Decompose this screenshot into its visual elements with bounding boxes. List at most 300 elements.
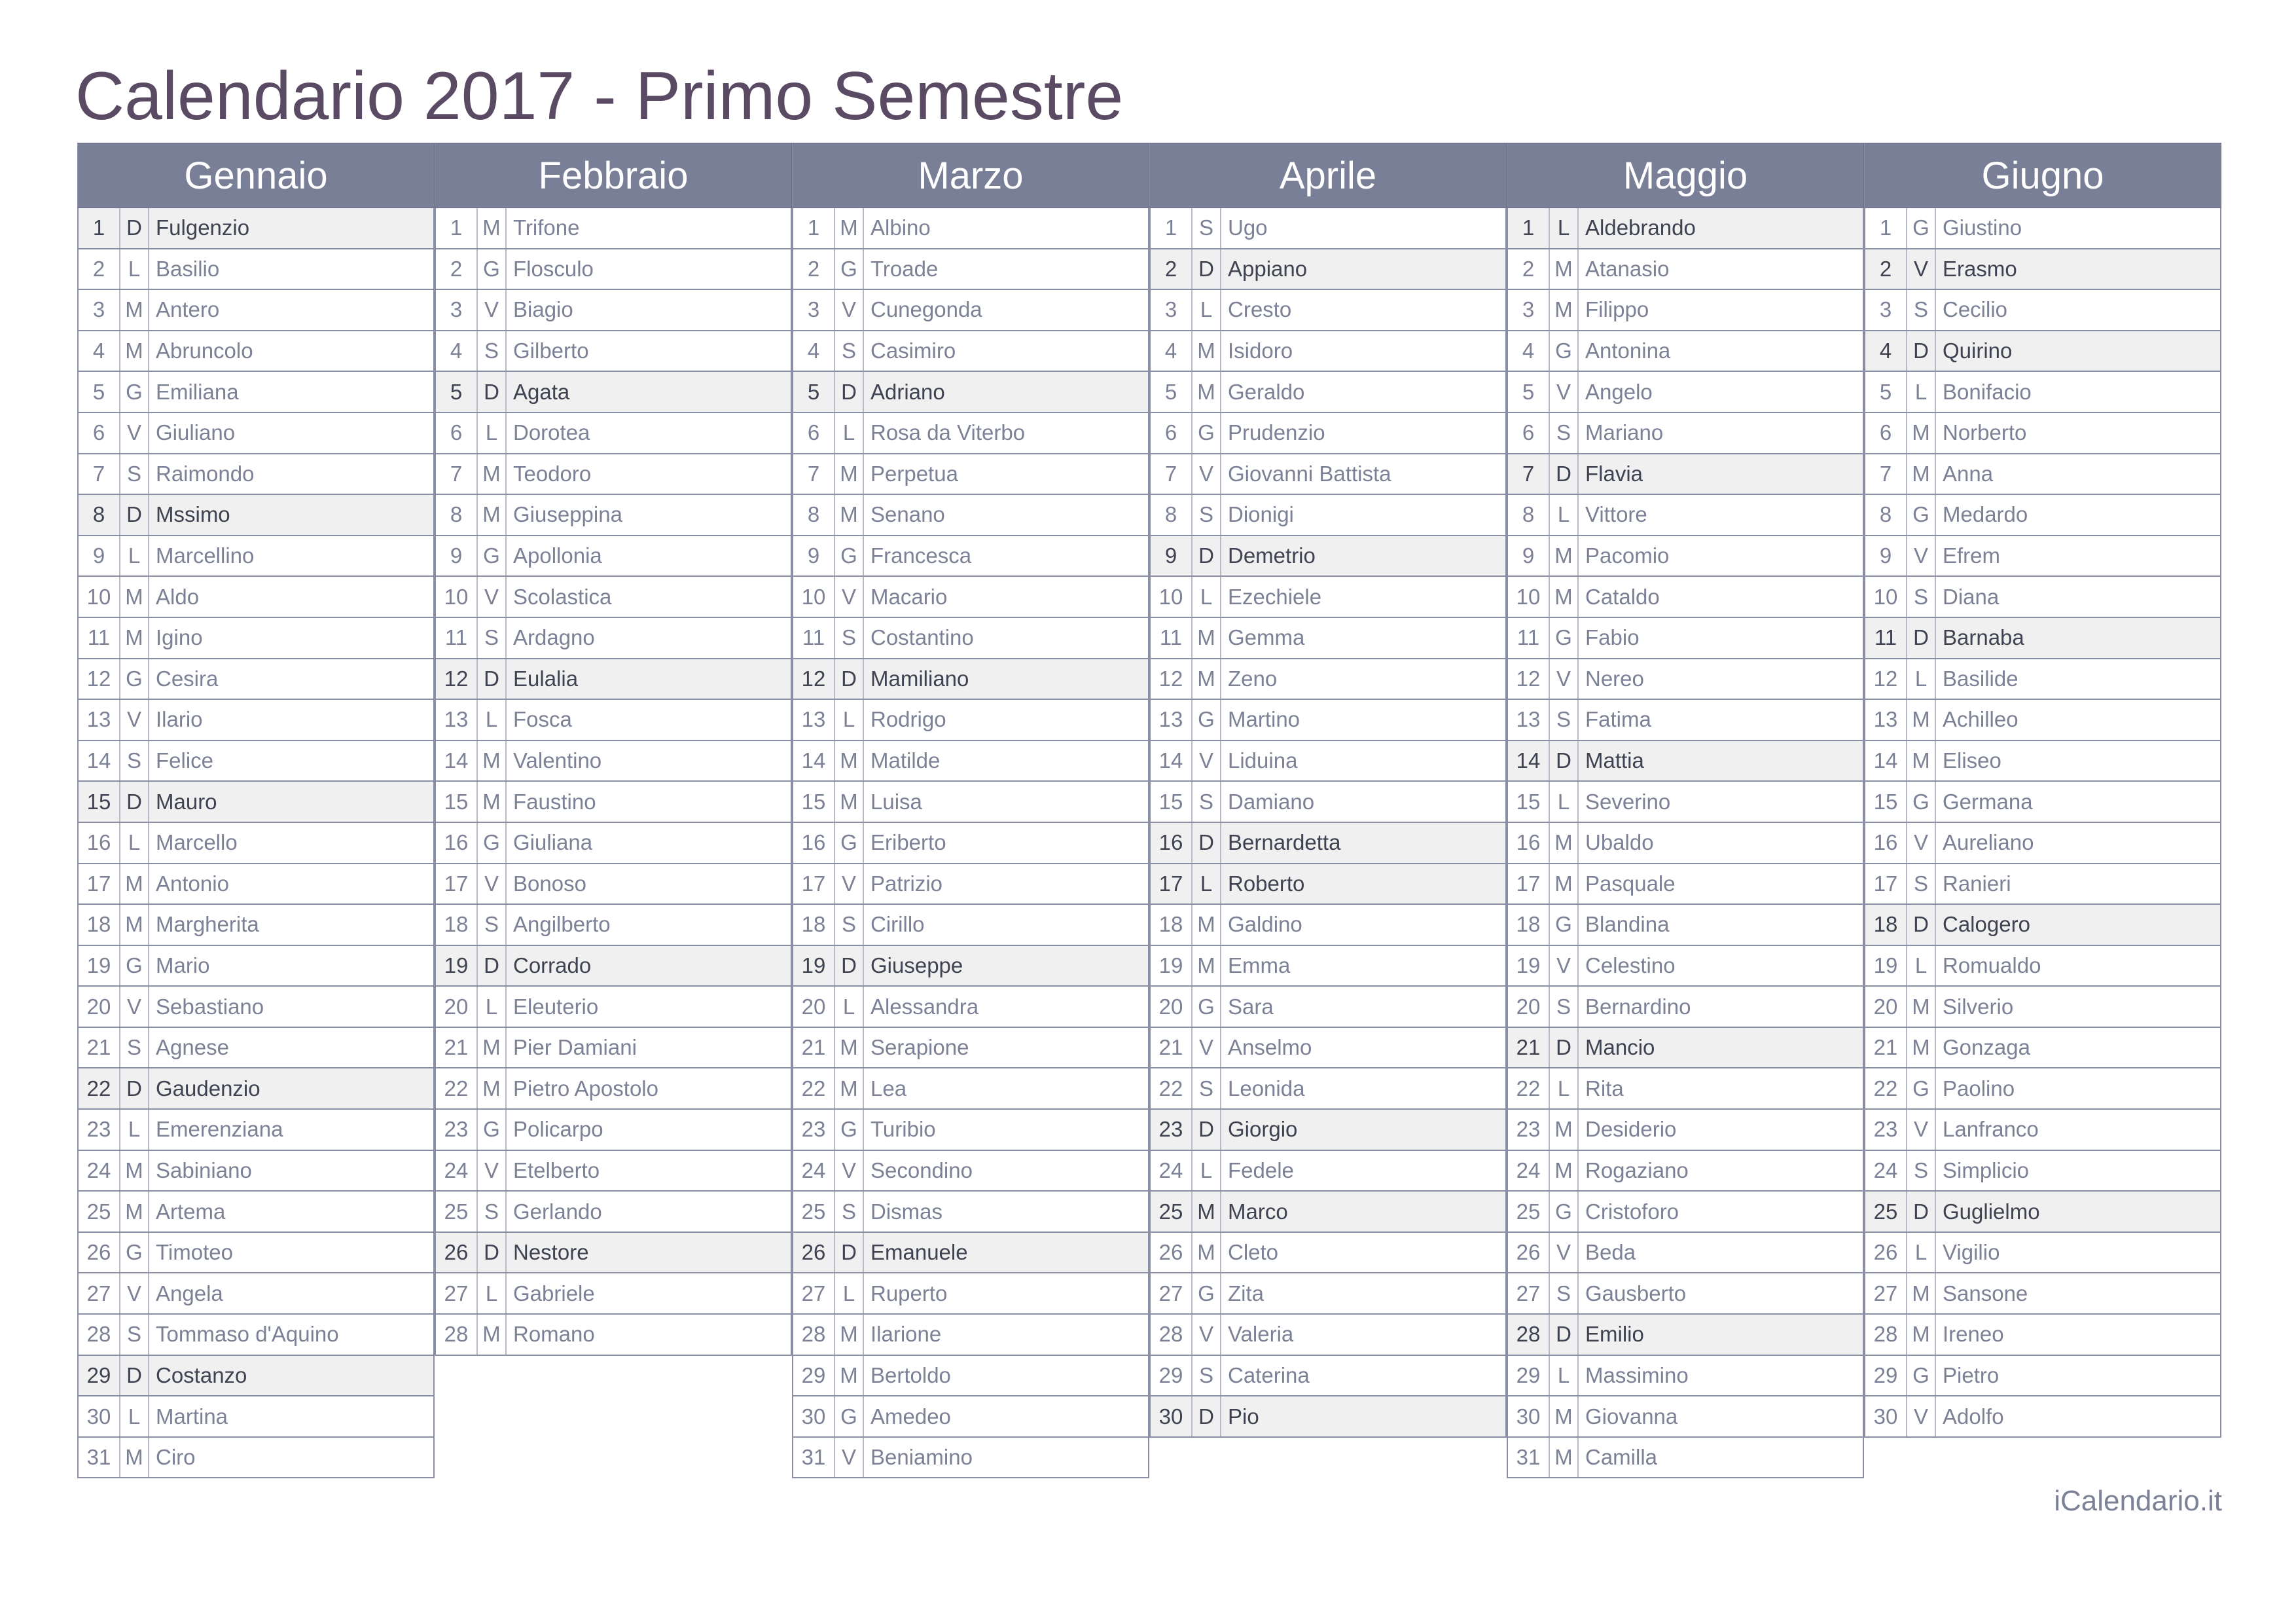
day-number: 6: [436, 413, 478, 453]
day-row: [1508, 1356, 1863, 1397]
day-row: [1508, 249, 1863, 291]
day-row: [1151, 864, 1505, 905]
day-row: [1865, 454, 2220, 496]
saint-name: Dorotea: [513, 420, 590, 445]
weekday-letter: L: [1193, 864, 1221, 904]
day-number: 14: [1508, 741, 1550, 781]
day-row: [793, 290, 1148, 331]
weekday-letter: M: [1550, 1438, 1579, 1478]
saint-name: Teodoro: [513, 461, 592, 486]
day-row: [793, 577, 1148, 618]
weekday-letter: V: [1907, 823, 1936, 863]
day-number: 28: [1508, 1315, 1550, 1355]
weekday-letter: V: [1550, 372, 1579, 412]
day-number: 21: [1508, 1028, 1550, 1068]
day-row: [1508, 536, 1863, 577]
day-number: 30: [793, 1396, 835, 1436]
weekday-letter: V: [1193, 741, 1221, 781]
weekday-letter: G: [835, 536, 864, 576]
weekday-letter: M: [478, 495, 507, 535]
day-row: [436, 618, 791, 659]
saint-name: Severino: [1585, 789, 1671, 814]
day-row: [1508, 700, 1863, 741]
saint-name: Antonina: [1585, 338, 1671, 363]
day-row: [793, 1273, 1148, 1315]
day-row: [1151, 823, 1505, 864]
saint-name: Amedeo: [870, 1404, 951, 1429]
saint-name: Eleuterio: [513, 994, 599, 1019]
day-number: 1: [1151, 208, 1193, 248]
day-row: [793, 987, 1148, 1028]
day-number: 15: [1508, 782, 1550, 822]
saint-name: Giuliano: [156, 420, 236, 445]
day-number: 12: [1508, 659, 1550, 699]
saint-name: Biagio: [513, 297, 573, 322]
saint-name: Artema: [156, 1199, 226, 1224]
weekday-letter: M: [1193, 1233, 1221, 1273]
saint-name: Ireneo: [1943, 1322, 2004, 1347]
day-number: 16: [1151, 823, 1193, 863]
saint-name: Pasquale: [1585, 871, 1676, 896]
day-row: [1151, 659, 1505, 701]
day-number: 16: [793, 823, 835, 863]
day-number: 1: [793, 208, 835, 248]
day-row: [1865, 782, 2220, 823]
day-row: [793, 864, 1148, 905]
weekday-letter: G: [1193, 1273, 1221, 1313]
day-row: [79, 290, 433, 331]
saint-name: Cleto: [1228, 1240, 1279, 1265]
day-row: [79, 659, 433, 701]
day-row: [1508, 413, 1863, 454]
day-number: 2: [436, 249, 478, 289]
saint-name: Giovanna: [1585, 1404, 1678, 1429]
saint-name: Eulalia: [513, 666, 579, 691]
day-number: 9: [793, 536, 835, 576]
saint-name: Senano: [870, 502, 945, 527]
weekday-letter: M: [478, 741, 507, 781]
day-row: [436, 577, 791, 618]
saint-name: Prudenzio: [1228, 420, 1325, 445]
day-row: [79, 249, 433, 291]
saint-name: Fatima: [1585, 707, 1651, 732]
page-title: Calendario 2017 - Primo Semestre: [75, 58, 1124, 134]
saint-name: Nereo: [1585, 666, 1644, 691]
saint-name: Abruncolo: [156, 338, 253, 363]
saint-name: Cesira: [156, 666, 219, 691]
weekday-letter: L: [1907, 1233, 1936, 1273]
day-row: [1151, 495, 1505, 536]
day-number: 14: [436, 741, 478, 781]
day-number: 19: [436, 946, 478, 986]
day-number: 21: [436, 1028, 478, 1068]
day-number: 30: [1865, 1396, 1907, 1436]
saint-name: Norberto: [1943, 420, 2027, 445]
weekday-letter: G: [1193, 700, 1221, 740]
day-number: 13: [793, 700, 835, 740]
saint-name: Perpetua: [870, 461, 958, 486]
weekday-letter: M: [1907, 741, 1936, 781]
day-number: 17: [436, 864, 478, 904]
day-row: [1865, 1396, 2220, 1438]
weekday-letter: M: [120, 331, 149, 371]
weekday-letter: M: [1550, 577, 1579, 617]
day-row: [1508, 290, 1863, 331]
weekday-letter: G: [835, 823, 864, 863]
weekday-letter: G: [478, 823, 507, 863]
weekday-letter: G: [120, 659, 149, 699]
weekday-letter: L: [478, 987, 507, 1027]
weekday-letter: G: [1907, 495, 1936, 535]
saint-name: Ruperto: [870, 1281, 948, 1305]
weekday-letter: L: [478, 1273, 507, 1313]
saint-name: Serapione: [870, 1035, 969, 1060]
weekday-letter: V: [1550, 1233, 1579, 1273]
saint-name: Simplicio: [1943, 1158, 2030, 1182]
day-number: 9: [79, 536, 120, 576]
day-number: 20: [1151, 987, 1193, 1027]
saint-name: Guglielmo: [1943, 1199, 2040, 1224]
saint-name: Zeno: [1228, 666, 1278, 691]
saint-name: Etelberto: [513, 1158, 600, 1182]
day-number: 4: [1865, 331, 1907, 371]
weekday-letter: M: [1550, 864, 1579, 904]
saint-name: Appiano: [1228, 256, 1308, 281]
day-number: 15: [1865, 782, 1907, 822]
saint-name: Sebastiano: [156, 994, 264, 1019]
weekday-letter: M: [835, 454, 864, 494]
weekday-letter: D: [120, 1068, 149, 1108]
saint-name: Achilleo: [1943, 707, 2018, 732]
day-row: [793, 1028, 1148, 1069]
weekday-letter: M: [1907, 700, 1936, 740]
day-number: 28: [436, 1315, 478, 1355]
weekday-letter: D: [1550, 1315, 1579, 1355]
weekday-letter: S: [1550, 700, 1579, 740]
day-number: 24: [1151, 1151, 1193, 1191]
saint-name: Camilla: [1585, 1445, 1658, 1470]
weekday-letter: L: [835, 700, 864, 740]
day-row: [1865, 1315, 2220, 1356]
saint-name: Raimondo: [156, 461, 255, 486]
saint-name: Diana: [1943, 584, 2000, 609]
day-number: 8: [436, 495, 478, 535]
weekday-letter: D: [478, 659, 507, 699]
weekday-letter: D: [1193, 823, 1221, 863]
day-number: 16: [436, 823, 478, 863]
day-number: 26: [436, 1233, 478, 1273]
day-row: [1865, 331, 2220, 373]
saint-name: Marco: [1228, 1199, 1288, 1224]
saint-name: Angilberto: [513, 912, 611, 937]
day-number: 5: [1508, 372, 1550, 412]
weekday-letter: S: [1193, 1068, 1221, 1108]
day-number: 26: [1508, 1233, 1550, 1273]
day-number: 27: [1151, 1273, 1193, 1313]
day-number: 3: [1865, 290, 1907, 330]
saint-name: Aldebrando: [1585, 215, 1696, 240]
weekday-letter: L: [835, 1273, 864, 1313]
day-number: 22: [436, 1068, 478, 1108]
day-number: 7: [1865, 454, 1907, 494]
saint-name: Ezechiele: [1228, 584, 1322, 609]
weekday-letter: L: [120, 823, 149, 863]
day-row: [1865, 1028, 2220, 1069]
saint-name: Aldo: [156, 584, 200, 609]
saint-name: Lea: [870, 1076, 907, 1101]
day-row: [79, 1233, 433, 1274]
day-number: 9: [436, 536, 478, 576]
day-row: [793, 700, 1148, 741]
weekday-letter: M: [835, 1068, 864, 1108]
day-number: 25: [1865, 1192, 1907, 1231]
day-row: [793, 1396, 1148, 1438]
weekday-letter: L: [1907, 372, 1936, 412]
day-number: 22: [793, 1068, 835, 1108]
weekday-letter: M: [1193, 331, 1221, 371]
day-number: 24: [79, 1151, 120, 1191]
day-row: [1865, 208, 2220, 249]
month-header: Aprile: [1149, 143, 1507, 208]
weekday-letter: M: [120, 1151, 149, 1191]
day-number: 1: [436, 208, 478, 248]
day-row: [79, 618, 433, 659]
day-number: 29: [1508, 1356, 1550, 1396]
weekday-letter: L: [120, 1110, 149, 1150]
day-row: [79, 1356, 433, 1397]
saint-name: Flosculo: [513, 256, 594, 281]
saint-name: Geraldo: [1228, 379, 1305, 404]
day-row: [436, 290, 791, 331]
weekday-letter: M: [1550, 290, 1579, 330]
saint-name: Turibio: [870, 1117, 936, 1142]
saint-name: Damiano: [1228, 789, 1315, 814]
saint-name: Dionigi: [1228, 502, 1294, 527]
weekday-letter: D: [1907, 905, 1936, 945]
weekday-letter: D: [1193, 1396, 1221, 1436]
day-row: [79, 741, 433, 782]
saint-name: Filippo: [1585, 297, 1649, 322]
day-number: 23: [436, 1110, 478, 1150]
day-number: 7: [1151, 454, 1193, 494]
day-number: 7: [1508, 454, 1550, 494]
weekday-letter: M: [120, 1192, 149, 1231]
day-row: [1865, 700, 2220, 741]
saint-name: Cresto: [1228, 297, 1292, 322]
weekday-letter: G: [120, 1233, 149, 1273]
saint-name: Cirillo: [870, 912, 925, 937]
day-row: [1508, 1438, 1863, 1479]
day-number: 13: [1151, 700, 1193, 740]
saint-name: Troade: [870, 256, 939, 281]
weekday-letter: M: [1907, 1315, 1936, 1355]
saint-name: Atanasio: [1585, 256, 1670, 281]
saint-name: Pietro Apostolo: [513, 1076, 658, 1101]
day-row: [1151, 905, 1505, 946]
weekday-letter: S: [120, 1315, 149, 1355]
day-row: [1865, 1151, 2220, 1192]
weekday-letter: M: [1550, 1151, 1579, 1191]
day-number: 17: [79, 864, 120, 904]
day-number: 24: [793, 1151, 835, 1191]
day-row: [79, 1068, 433, 1110]
saint-name: Gemma: [1228, 625, 1305, 650]
day-number: 11: [436, 618, 478, 658]
saint-name: Marcellino: [156, 543, 255, 568]
weekday-letter: L: [1193, 290, 1221, 330]
day-row: [1508, 372, 1863, 413]
saint-name: Sara: [1228, 994, 1274, 1019]
saint-name: Valentino: [513, 748, 602, 773]
day-number: 16: [1508, 823, 1550, 863]
day-number: 28: [793, 1315, 835, 1355]
saint-name: Zita: [1228, 1281, 1265, 1305]
day-number: 14: [793, 741, 835, 781]
day-number: 26: [79, 1233, 120, 1273]
saint-name: Quirino: [1943, 338, 2013, 363]
saint-name: Fedele: [1228, 1158, 1294, 1182]
day-row: [1508, 905, 1863, 946]
saint-name: Pio: [1228, 1404, 1259, 1429]
weekday-letter: L: [1550, 495, 1579, 535]
day-row: [1151, 208, 1505, 249]
day-row: [1151, 1396, 1505, 1438]
saint-name: Erasmo: [1943, 256, 2017, 281]
day-number: 9: [1865, 536, 1907, 576]
saint-name: Cunegonda: [870, 297, 982, 322]
day-row: [1508, 823, 1863, 864]
day-row: [1151, 372, 1505, 413]
day-number: 27: [1865, 1273, 1907, 1313]
day-row: [793, 741, 1148, 782]
weekday-letter: V: [835, 1151, 864, 1191]
day-row: [793, 1233, 1148, 1274]
saint-name: Emanuele: [870, 1240, 968, 1265]
weekday-letter: D: [478, 946, 507, 986]
weekday-letter: V: [1907, 536, 1936, 576]
saint-name: Eliseo: [1943, 748, 2001, 773]
day-row: [1865, 1068, 2220, 1110]
day-row: [436, 536, 791, 577]
saint-name: Macario: [870, 584, 948, 609]
day-number: 2: [79, 249, 120, 289]
day-row: [1508, 208, 1863, 249]
day-row: [793, 1192, 1148, 1233]
weekday-letter: V: [835, 1438, 864, 1478]
month-column-gennaio: [77, 143, 435, 1478]
day-row: [436, 905, 791, 946]
weekday-letter: V: [478, 290, 507, 330]
saint-name: Margherita: [156, 912, 259, 937]
weekday-letter: G: [1550, 331, 1579, 371]
saint-name: Dismas: [870, 1199, 943, 1224]
day-number: 15: [79, 782, 120, 822]
weekday-letter: D: [835, 946, 864, 986]
day-row: [793, 331, 1148, 373]
saint-name: Eriberto: [870, 830, 946, 855]
saint-name: Matilde: [870, 748, 941, 773]
weekday-letter: S: [120, 454, 149, 494]
weekday-letter: L: [120, 1396, 149, 1436]
weekday-letter: V: [1550, 659, 1579, 699]
saint-name: Giustino: [1943, 215, 2022, 240]
weekday-letter: D: [835, 1233, 864, 1273]
day-number: 25: [79, 1192, 120, 1231]
saint-name: Giorgio: [1228, 1117, 1298, 1142]
saint-name: Roberto: [1228, 871, 1305, 896]
saint-name: Lanfranco: [1943, 1117, 2039, 1142]
weekday-letter: M: [1193, 372, 1221, 412]
weekday-letter: S: [835, 331, 864, 371]
saint-name: Rogaziano: [1585, 1158, 1689, 1182]
saint-name: Timoteo: [156, 1240, 233, 1265]
weekday-letter: V: [1193, 1028, 1221, 1068]
saint-name: Fulgenzio: [156, 215, 250, 240]
day-number: 19: [79, 946, 120, 986]
saint-name: Romualdo: [1943, 953, 2041, 977]
day-row: [793, 946, 1148, 987]
day-list: [1149, 208, 1507, 1438]
saint-name: Pietro: [1943, 1362, 2000, 1387]
weekday-letter: L: [1907, 946, 1936, 986]
weekday-letter: V: [1907, 1110, 1936, 1150]
day-number: 10: [793, 577, 835, 617]
saint-name: Martino: [1228, 707, 1300, 732]
day-row: [1508, 1396, 1863, 1438]
day-number: 20: [793, 987, 835, 1027]
day-row: [1865, 864, 2220, 905]
day-row: [436, 249, 791, 291]
weekday-letter: G: [1907, 782, 1936, 822]
day-number: 6: [1151, 413, 1193, 453]
day-row: [79, 1438, 433, 1479]
day-row: [1151, 1315, 1505, 1356]
weekday-letter: M: [1193, 618, 1221, 658]
weekday-letter: M: [1193, 659, 1221, 699]
saint-name: Ugo: [1228, 215, 1268, 240]
saint-name: Paolino: [1943, 1076, 2015, 1101]
day-row: [436, 823, 791, 864]
day-number: 17: [1151, 864, 1193, 904]
day-row: [436, 1233, 791, 1274]
saint-name: Giuliana: [513, 830, 593, 855]
day-number: 10: [1865, 577, 1907, 617]
day-row: [1865, 1273, 2220, 1315]
day-row: [1508, 1273, 1863, 1315]
day-row: [1508, 1151, 1863, 1192]
day-row: [1508, 1315, 1863, 1356]
weekday-letter: M: [120, 290, 149, 330]
weekday-letter: G: [1907, 1068, 1936, 1108]
day-row: [793, 823, 1148, 864]
day-row: [1151, 987, 1505, 1028]
month-header: Maggio: [1507, 143, 1864, 208]
month-column-febbraio: [435, 143, 792, 1356]
month-header: Febbraio: [435, 143, 792, 208]
day-row: [1865, 1356, 2220, 1397]
weekday-letter: G: [1550, 1192, 1579, 1231]
day-number: 12: [436, 659, 478, 699]
saint-name: Alessandra: [870, 994, 979, 1019]
saint-name: Ranieri: [1943, 871, 2011, 896]
day-row: [436, 1110, 791, 1151]
weekday-letter: G: [478, 1110, 507, 1150]
day-number: 20: [79, 987, 120, 1027]
weekday-letter: S: [1907, 290, 1936, 330]
month-column-aprile: [1149, 143, 1507, 1438]
day-number: 9: [1508, 536, 1550, 576]
day-row: [1151, 1068, 1505, 1110]
